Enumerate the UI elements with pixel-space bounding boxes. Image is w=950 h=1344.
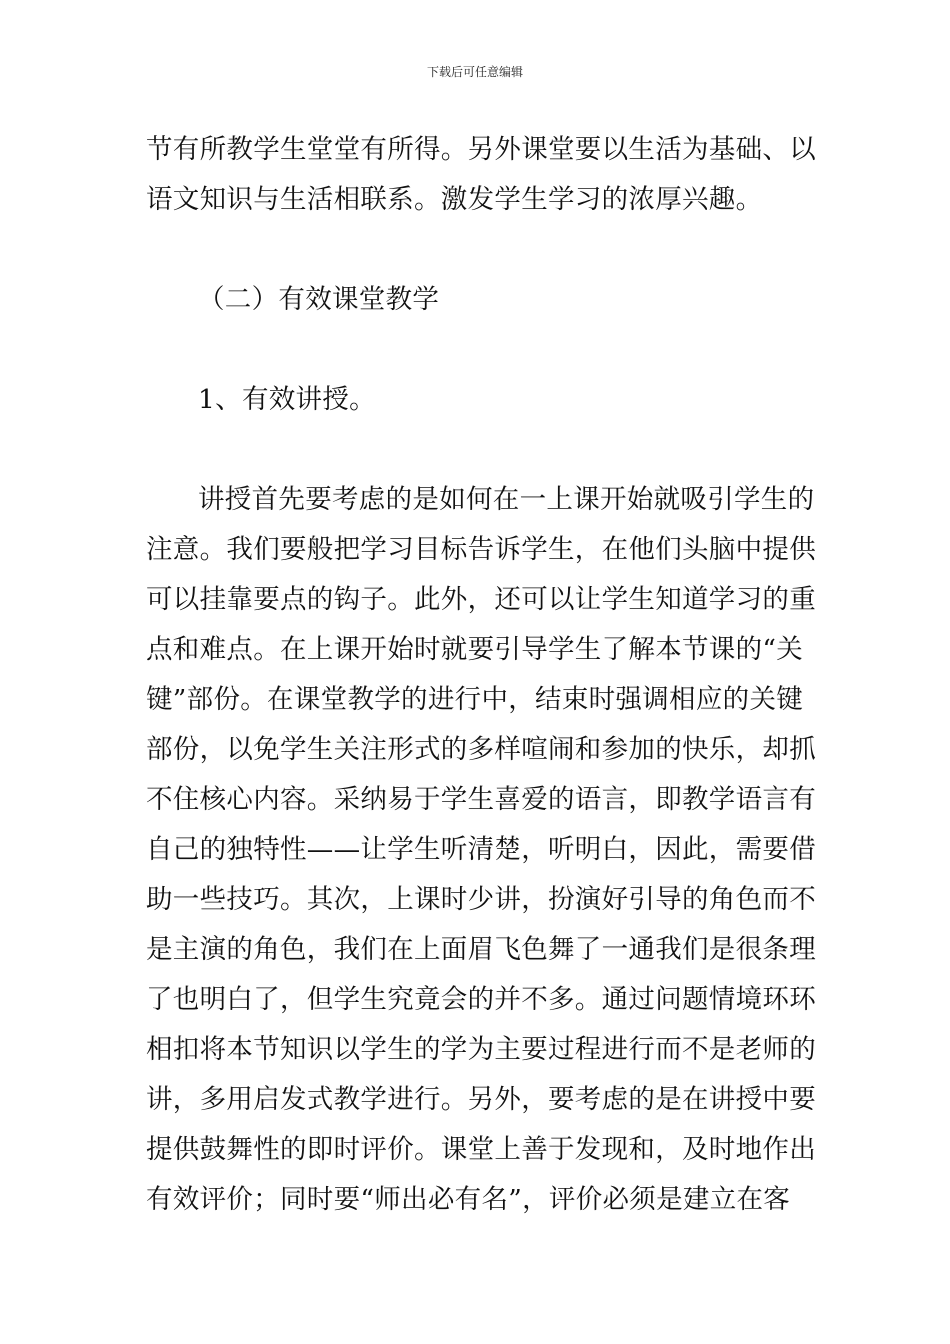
text-line: 可以挂靠要点的钩子。此外，还可以让学生知道学习的重	[146, 584, 816, 615]
text-line: 点和难点。在上课开始时就要引导学生了解本节课的“关	[146, 634, 804, 665]
text-line: 相扣将本节知识以学生的学为主要过程进行而不是老师的	[146, 1034, 816, 1065]
subsection-heading: 1、有效讲授。	[198, 384, 376, 415]
text-line: 讲，多用启发式教学进行。另外，要考虑的是在讲授中要	[146, 1084, 816, 1115]
paragraph-first-line: 讲授首先要考虑的是如何在一上课开始就吸引学生的	[198, 484, 815, 515]
section-heading: （二）有效课堂教学	[198, 284, 440, 315]
page-header: 下载后可任意编辑	[426, 65, 523, 79]
text-line: 注意。我们要般把学习目标告诉学生，在他们头脑中提供	[146, 534, 816, 565]
text-line: 了也明白了，但学生究竟会的并不多。通过问题情境环环	[146, 984, 816, 1015]
text-line: 不住核心内容。采纳易于学生喜爱的语言，即教学语言有	[146, 784, 816, 815]
text-line: 是主演的角色，我们在上面眉飞色舞了一通我们是很条理	[146, 934, 816, 965]
text-line: 助一些技巧。其次，上课时少讲，扮演好引导的角色而不	[146, 884, 816, 915]
text-line: 节有所教学生堂堂有所得。另外课堂要以生活为基础、以	[146, 134, 816, 165]
text-line: 提供鼓舞性的即时评价。课堂上善于发现和，及时地作出	[146, 1134, 816, 1165]
text-line: 有效评价；同时要“师出必有名”，评价必须是建立在客	[146, 1184, 791, 1215]
text-line: 键”部份。在课堂教学的进行中，结束时强调相应的关键	[146, 684, 804, 715]
text-line: 部份，以免学生关注形式的多样喧闹和参加的快乐，却抓	[146, 734, 816, 765]
text-line: 语文知识与生活相联系。激发学生学习的浓厚兴趣。	[146, 184, 763, 215]
text-line: 自己的独特性——让学生听清楚，听明白，因此，需要借	[146, 834, 816, 865]
